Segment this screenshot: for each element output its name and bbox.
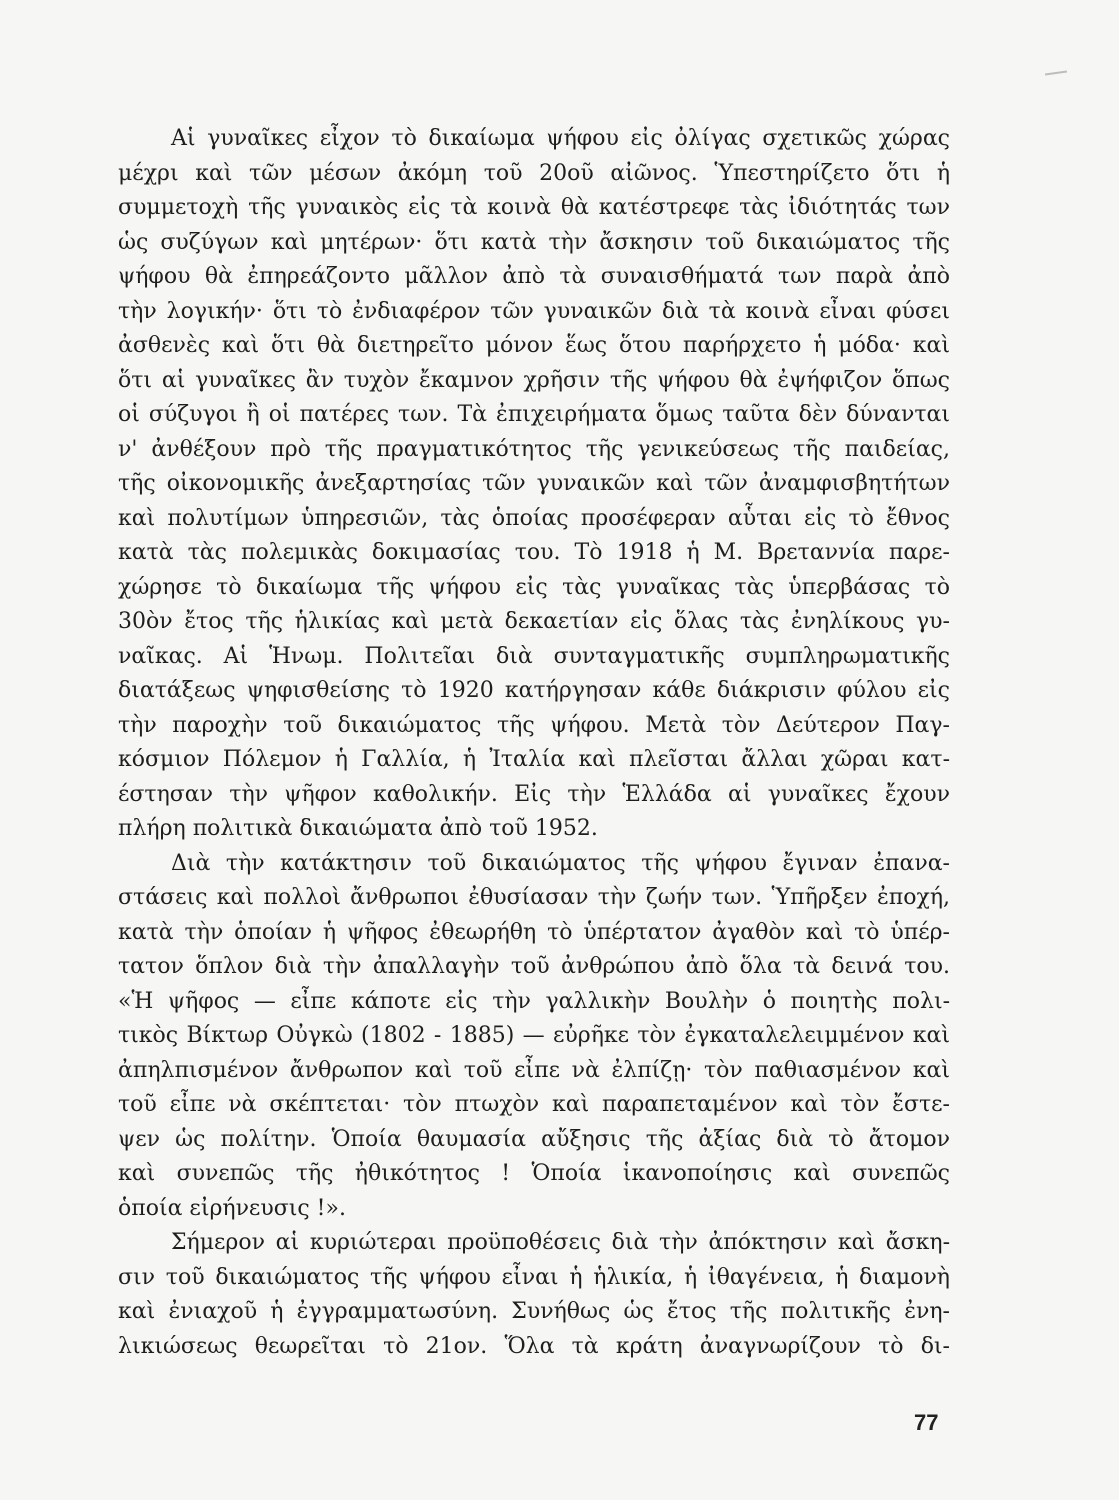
text-line: οἱ σύζυγοι ἢ οἱ πατέρες των. Τὰ ἐπιχειρήματα ὅμως ταῦτα δὲν δύνανται (118, 402, 950, 427)
text-line: ν' ἀνθέξουν πρὸ τῆς πραγματικότητος τῆς γενικεύσεως τῆς παιδείας, (118, 436, 950, 462)
text-line: ψεν ὡς πολίτην. Ὁποία θαυμασία αὔξησις τῆς ἀξίας διὰ τὸ ἄτομον (118, 1126, 950, 1152)
text-line: καὶ ἐνιαχοῦ ἡ ἐγγραμματωσύνη. Συνήθως ὡς ἔτος τῆς πολιτικῆς ἐνη- (118, 1299, 950, 1324)
text-line: κατὰ τὰς πολεμικὰς δοκιμασίας του. Τὸ 1918 ἡ Μ. Βρεταννία παρε- (118, 540, 950, 565)
text-line: 30ὸν ἔτος τῆς ἡλικίας καὶ μετὰ δεκαετίαν εἰς ὅλας τὰς ἐνηλίκους γυ- (118, 609, 950, 634)
text-line: καὶ πολυτίμων ὑπηρεσιῶν, τὰς ὁποίας προσέφεραν αὗται εἰς τὸ ἔθνος (118, 505, 950, 531)
text-line: κόσμιον Πόλεμον ἡ Γαλλία, ἡ Ἰταλία καὶ πλεῖσται ἄλλαι χῶραι κατ- (118, 747, 950, 772)
text-line: τὴν παροχὴν τοῦ δικαιώματος τῆς ψήφου. Μετὰ τὸν Δεύτερον Παγ- (118, 712, 950, 738)
text-line: κατὰ τὴν ὁποίαν ἡ ψῆφος ἐθεωρήθη τὸ ὑπέρτατον ἀγαθὸν καὶ τὸ ὑπέρ- (118, 919, 950, 945)
text-line: σιν τοῦ δικαιώματος τῆς ψήφου εἶναι ἡ ἡλικία, ἡ ἰθαγένεια, ἡ διαμονὴ (118, 1264, 950, 1290)
paragraph-1 (118, 122, 950, 847)
text-line: στάσεις καὶ πολλοὶ ἄνθρωποι ἐθυσίασαν τὴν ζωήν των. Ὑπῆρξεν ἐποχή, (118, 885, 950, 910)
paragraph-2 (118, 847, 950, 1227)
text-line: τὴν λογικήν· ὅτι τὸ ἐνδιαφέρον τῶν γυναικῶν διὰ τὰ κοινὰ εἶναι φύσει (118, 298, 950, 324)
paragraph-3 (118, 1226, 950, 1364)
text-line: λικιώσεως θεωρεῖται τὸ 21ον. Ὅλα τὰ κράτη ἀναγνωρίζουν τὸ δι- (118, 1333, 950, 1359)
text-line: έστησαν τὴν ψῆφον καθολικήν. Εἰς τὴν Ἑλλάδα αἱ γυναῖκες ἔχουν (118, 781, 950, 807)
text-line: τοῦ εἶπε νὰ σκέπτεται· τὸν πτωχὸν καὶ παραπεταμένον καὶ τὸν ἔστε- (118, 1092, 950, 1117)
text-line: Αἱ γυναῖκες εἶχον τὸ δικαίωμα ψήφου εἰς ὀλίγας σχετικῶς χώρας (171, 126, 950, 151)
text-line: ὡς συζύγων καὶ μητέρων· ὅτι κατὰ τὴν ἄσκησιν τοῦ δικαιώματος τῆς (118, 229, 950, 255)
text-line: ναῖκας. Αἱ Ἡνωμ. Πολιτεῖαι διὰ συνταγματικῆς συμπληρωματικῆς (118, 643, 950, 669)
text-line: Διὰ τὴν κατάκτησιν τοῦ δικαιώματος τῆς ψήφου ἔγιναν ἐπανα- (171, 850, 950, 876)
page-number: 77 (914, 1410, 939, 1435)
text-line: διατάξεως ψηφισθείσης τὸ 1920 κατήργησαν κάθε διάκρισιν φύλου εἰς (118, 678, 950, 703)
text-line: πλήρη πολιτικὰ δικαιώματα ἀπὸ τοῦ 1952. (118, 816, 598, 841)
text-line: ἀπηλπισμένον ἄνθρωπον καὶ τοῦ εἶπε νὰ ἐλπίζῃ· τὸν παθιασμένον καὶ (118, 1057, 950, 1083)
scan-mark (1045, 70, 1067, 75)
text-line: καὶ συνεπῶς τῆς ἠθικότητος ! Ὁποία ἱκανοποίησις καὶ συνεπῶς (118, 1161, 950, 1186)
text-line: ψήφου θὰ ἐπηρεάζοντο μᾶλλον ἀπὸ τὰ συναισθήματά των παρὰ ἀπὸ (118, 264, 950, 289)
text-line: χώρησε τὸ δικαίωμα τῆς ψήφου εἰς τὰς γυναῖκας τὰς ὑπερβάσας τὸ (118, 574, 950, 600)
text-line: μέχρι καὶ τῶν μέσων ἀκόμη τοῦ 20οῦ αἰῶνος. Ὑπεστηρίζετο ὅτι ἡ (118, 160, 950, 186)
text-line: Σήμερον αἱ κυριώτεραι προϋποθέσεις διὰ τὴν ἀπόκτησιν καὶ ἄσκη- (171, 1230, 950, 1255)
body-text (118, 122, 950, 1364)
text-line: ὅτι αἱ γυναῖκες ἂν τυχὸν ἔκαμνον χρῆσιν τῆς ψήφου θὰ ἐψήφιζον ὅπως (118, 367, 950, 393)
text-line: ὁποία εἰρήνευσις !». (118, 1195, 346, 1221)
text-line: τῆς οἰκονομικῆς ἀνεξαρτησίας τῶν γυναικῶν καὶ τῶν ἀναμφισβητήτων (118, 471, 950, 496)
text-line: «Ἡ ψῆφος — εἶπε κάποτε εἰς τὴν γαλλικὴν Βουλὴν ὁ ποιητὴς πολι- (118, 988, 950, 1014)
text-line: ἀσθενὲς καὶ ὅτι θὰ διετηρεῖτο μόνον ἕως ὅτου παρήρχετο ἡ μόδα· καὶ (118, 333, 950, 358)
text-line: τικὸς Βίκτωρ Οὐγκὼ (1802 - 1885) — εὐρῆκε τὸν ἐγκαταλελειμμένον καὶ (118, 1023, 950, 1048)
text-line: συμμετοχὴ τῆς γυναικὸς εἰς τὰ κοινὰ θὰ κατέστρεφε τὰς ἰδιότητάς των (118, 195, 950, 220)
text-line: τατον ὅπλον διὰ τὴν ἀπαλλαγὴν τοῦ ἀνθρώπου ἀπὸ ὅλα τὰ δεινά του. (118, 954, 950, 979)
